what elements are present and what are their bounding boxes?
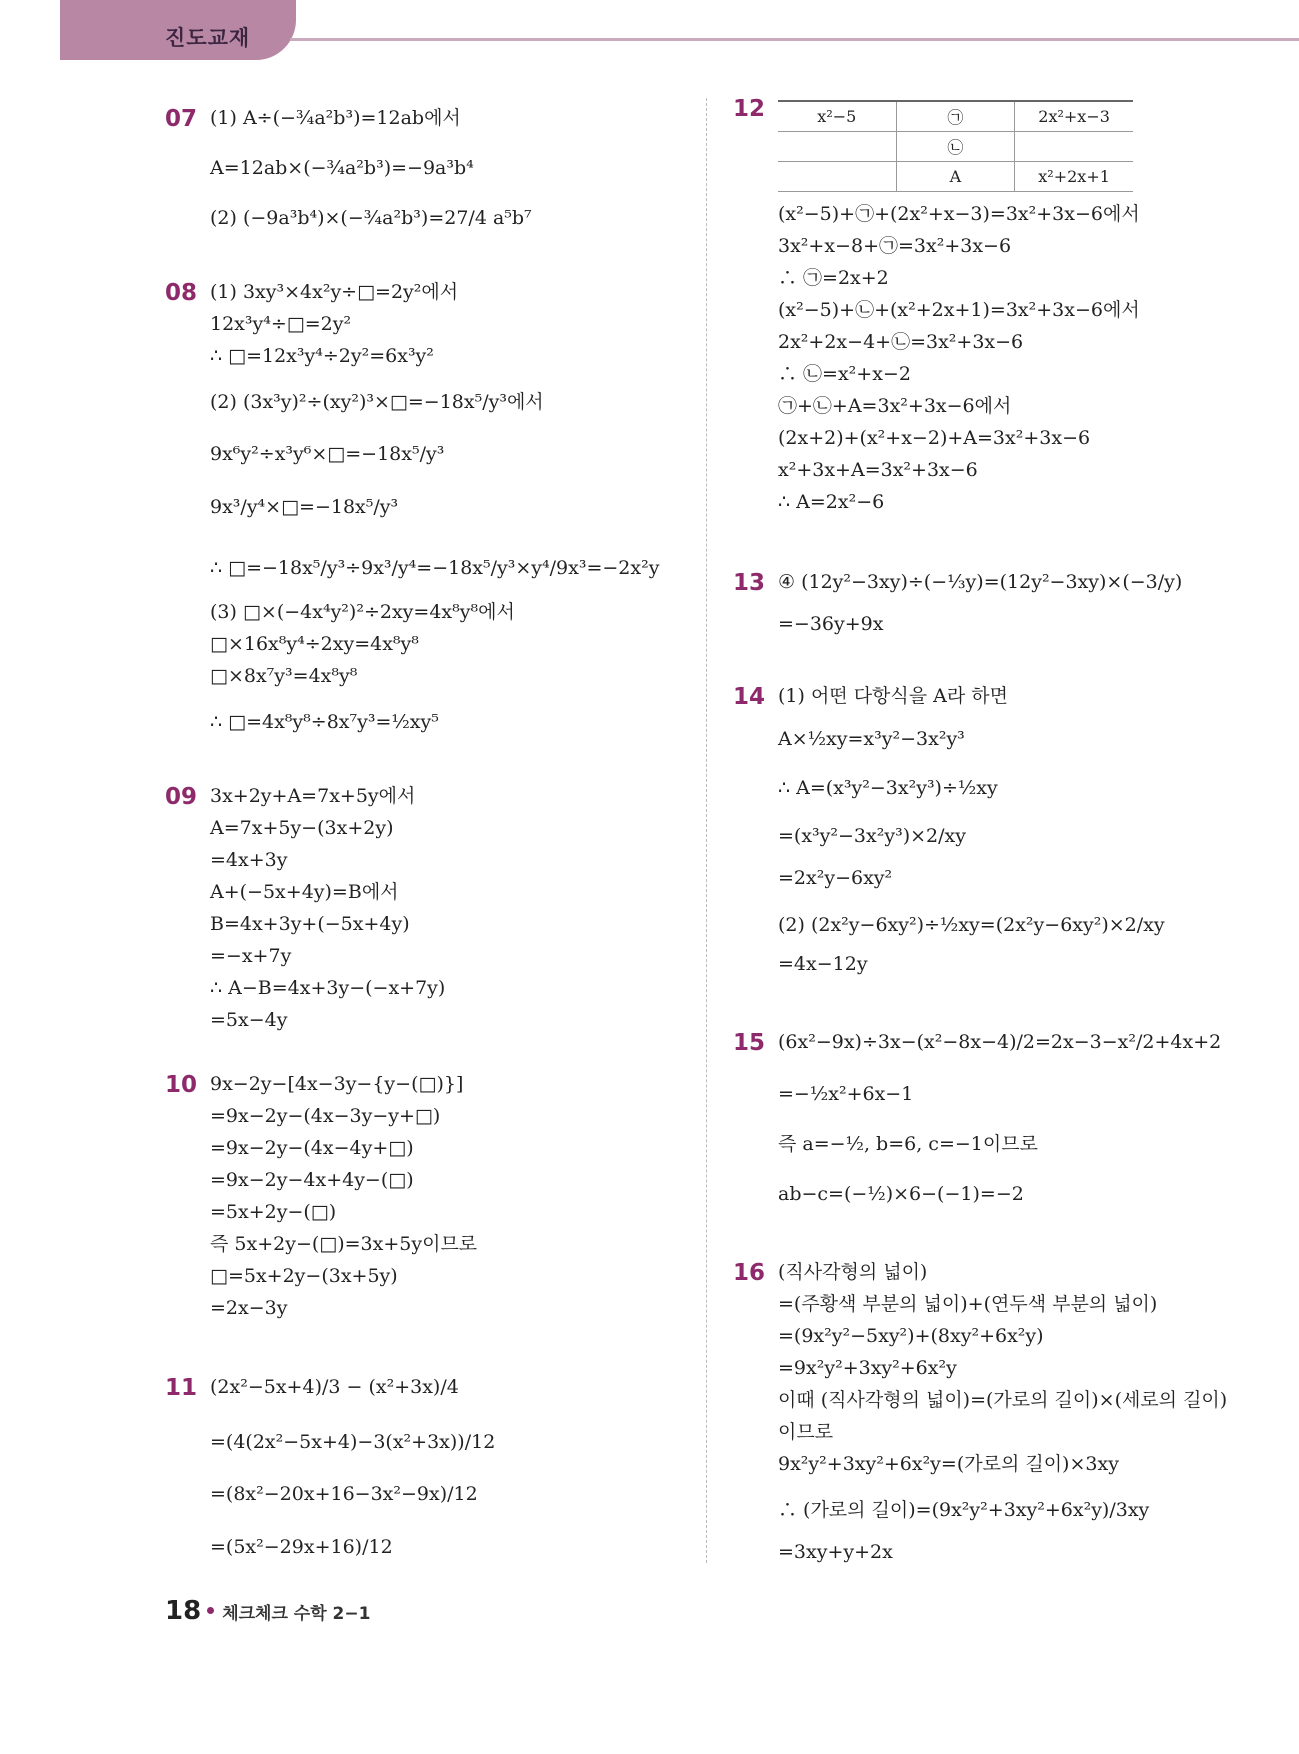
solution-line: (1) A÷(−¾a²b³)=12ab에서: [210, 107, 461, 129]
solution-line: x²+3x+A=3x²+3x−6: [778, 459, 978, 481]
problem-number: 07: [165, 106, 198, 132]
solution-line: =(8x²−20x+16−3x²−9x)/12: [210, 1483, 478, 1505]
solution-line: =9x²y²+3xy²+6x²y: [778, 1357, 957, 1379]
solution-line: B=4x+3y+(−5x+4y): [210, 913, 410, 935]
solution-line: (x²−5)+㉡+(x²+2x+1)=3x²+3x−6에서: [778, 299, 1140, 321]
solution-line: ∴ □=4x⁸y⁸÷8x⁷y³=½xy⁵: [210, 711, 439, 733]
solution-line: 9x²y²+3xy²+6x²y=(가로의 길이)×3xy: [778, 1453, 1119, 1475]
solution-line: (2x²−5x+4)/3 − (x²+3x)/4: [210, 1376, 459, 1398]
solution-line: 9x³/y⁴×□=−18x⁵/y³: [210, 496, 399, 518]
solution-line: =(4(2x²−5x+4)−3(x²+3x))/12: [210, 1431, 496, 1453]
book-title: 체크체크 수학 2−1: [222, 1604, 371, 1624]
table-cell: 2x²+x−3: [1015, 101, 1133, 132]
solution-line: ∴ □=12x³y⁴÷2y²=6x³y²: [210, 345, 434, 367]
bullet-dot-icon: [207, 1607, 214, 1614]
solution-line: =3xy+y+2x: [778, 1541, 893, 1563]
solution-line: 이므로: [778, 1421, 834, 1443]
solution-line: □×8x⁷y³=4x⁸y⁸: [210, 665, 358, 687]
solution-line: □=5x+2y−(3x+5y): [210, 1265, 398, 1287]
table-cell: x²+2x+1: [1015, 162, 1133, 192]
table-cell: A: [896, 162, 1015, 192]
solution-line: ∴ ㉡=x²+x−2: [778, 363, 911, 385]
table-cell: [778, 162, 896, 192]
solution-line: 9x−2y−[4x−3y−{y−(□)}]: [210, 1073, 464, 1095]
solution-line: (직사각형의 넓이): [778, 1261, 928, 1283]
solution-line: =2x²y−6xy²: [778, 867, 893, 889]
solution-line: ∴ (가로의 길이)=(9x²y²+3xy²+6x²y)/3xy: [778, 1499, 1150, 1521]
solution-line: =4x+3y: [210, 849, 288, 871]
solution-line: ∴ A−B=4x+3y−(−x+7y): [210, 977, 446, 999]
problem-number: 14: [733, 684, 766, 710]
solution-line: 3x²+x−8+㉠=3x²+3x−6: [778, 235, 1012, 257]
header-tab-label: 진도교재: [165, 26, 251, 50]
solution-line: =(9x²y²−5xy²)+(8xy²+6x²y): [778, 1325, 1044, 1347]
header-rule: [290, 38, 1299, 41]
solution-line: (1) 어떤 다항식을 A라 하면: [778, 685, 1008, 707]
page-footer: [165, 1596, 370, 1626]
solution-line: ㉠+㉡+A=3x²+3x−6에서: [778, 395, 1012, 417]
solution-line: =9x−2y−(4x−4y+□): [210, 1137, 414, 1159]
solution-line: (6x²−9x)÷3x−(x²−8x−4)/2=2x−3−x²/2+4x+2: [778, 1031, 1222, 1053]
table-cell: [778, 132, 896, 162]
solution-line: 2x²+2x−4+㉡=3x²+3x−6: [778, 331, 1024, 353]
solution-line: (2x+2)+(x²+x−2)+A=3x²+3x−6: [778, 427, 1091, 449]
solution-line: (1) 3xy³×4x²y÷□=2y²에서: [210, 281, 459, 303]
solution-line: A=7x+5y−(3x+2y): [210, 817, 394, 839]
solution-line: ∴ □=−18x⁵/y³÷9x³/y⁴=−18x⁵/y³×y⁴/9x³=−2x²y: [210, 557, 660, 579]
solution-line: 이때 (직사각형의 넓이)=(가로의 길이)×(세로의 길이): [778, 1389, 1228, 1411]
solution-line: 12x³y⁴÷□=2y²: [210, 313, 352, 335]
problem-12-table: [778, 100, 1133, 192]
table-cell: x²−5: [778, 101, 896, 132]
solution-line: =5x+2y−(□): [210, 1201, 337, 1223]
solution-line: (2) (2x²y−6xy²)÷½xy=(2x²y−6xy²)×2/xy: [778, 914, 1165, 936]
problem-number: 13: [733, 570, 766, 596]
solution-line: =−x+7y: [210, 945, 292, 967]
solution-line: ∴ ㉠=2x+2: [778, 267, 889, 289]
solution-line: ∴ A=(x³y²−3x²y³)÷½xy: [778, 777, 998, 799]
solution-line: 즉 5x+2y−(□)=3x+5y이므로: [210, 1233, 478, 1255]
column-divider: [706, 98, 707, 1563]
problem-number: 16: [733, 1260, 766, 1286]
solution-line: (3) □×(−4x⁴y²)²÷2xy=4x⁸y⁸에서: [210, 601, 515, 623]
table-cell: [1015, 132, 1133, 162]
solution-line: =9x−2y−4x+4y−(□): [210, 1169, 414, 1191]
solution-line: =9x−2y−(4x−3y−y+□): [210, 1105, 441, 1127]
solution-line: ④ (12y²−3xy)÷(−⅓y)=(12y²−3xy)×(−3/y): [778, 571, 1183, 593]
problem-number: 10: [165, 1072, 198, 1098]
solution-line: =5x−4y: [210, 1009, 288, 1031]
problem-number: 08: [165, 280, 198, 306]
solution-line: A×½xy=x³y²−3x²y³: [778, 728, 965, 750]
solution-line: =4x−12y: [778, 953, 868, 975]
solution-line: □×16x⁸y⁴÷2xy=4x⁸y⁸: [210, 633, 419, 655]
solution-line: 9x⁶y²÷x³y⁶×□=−18x⁵/y³: [210, 443, 445, 465]
table-cell: ㉠: [896, 101, 1015, 132]
table-cell: ㉡: [896, 132, 1015, 162]
solution-line: A+(−5x+4y)=B에서: [210, 881, 399, 903]
problem-number: 11: [165, 1375, 198, 1401]
problem-number: 15: [733, 1030, 766, 1056]
solution-line: =−½x²+6x−1: [778, 1083, 914, 1105]
solution-line: 3x+2y+A=7x+5y에서: [210, 785, 416, 807]
problem-number: 09: [165, 784, 198, 810]
solution-line: 즉 a=−½, b=6, c=−1이므로: [778, 1133, 1038, 1155]
solution-line: (2) (3x³y)²÷(xy²)³×□=−18x⁵/y³에서: [210, 391, 544, 413]
solution-line: =(5x²−29x+16)/12: [210, 1536, 393, 1558]
solution-line: ∴ A=2x²−6: [778, 491, 885, 513]
solution-line: (2) (−9a³b⁴)×(−¾a²b³)=27/4 a⁵b⁷: [210, 207, 532, 229]
solution-line: =−36y+9x: [778, 613, 884, 635]
solution-line: ab−c=(−½)×6−(−1)=−2: [778, 1183, 1024, 1205]
page-number: 18: [165, 1596, 202, 1626]
solution-line: =(x³y²−3x²y³)×2/xy: [778, 825, 966, 847]
solution-line: =2x−3y: [210, 1297, 288, 1319]
problem-number: 12: [733, 96, 766, 122]
solution-line: (x²−5)+㉠+(2x²+x−3)=3x²+3x−6에서: [778, 203, 1140, 225]
solution-line: =(주황색 부분의 넓이)+(연두색 부분의 넓이): [778, 1293, 1158, 1315]
solution-line: A=12ab×(−¾a²b³)=−9a³b⁴: [210, 157, 474, 179]
